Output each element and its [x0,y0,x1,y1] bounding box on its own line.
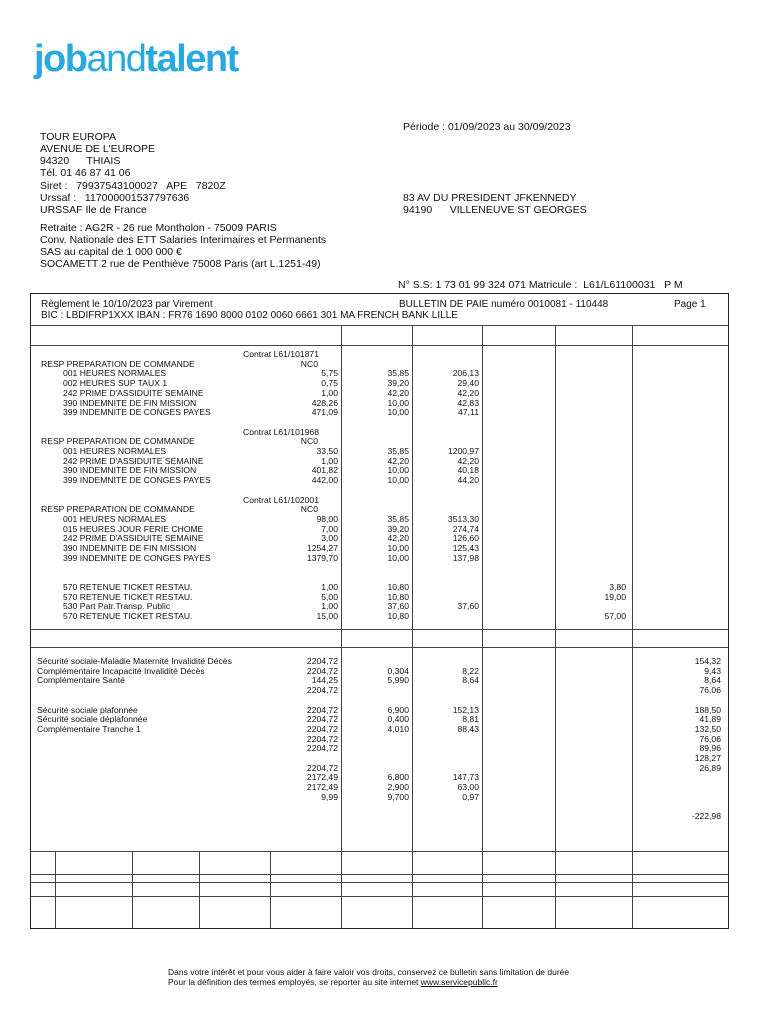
row-value-c2: 42,20 [387,455,409,466]
row-label: Sécurité sociale plafonnée [37,704,138,715]
row-value-c1: 1,00 [321,601,338,612]
row-label: 390 INDEMNITE DE FIN MISSION [63,543,197,553]
pay-period: Période : 01/09/2023 au 30/09/2023 [403,121,571,133]
employer-identifiers: Siret : 79937543100027 APE 7820Z Urssaf : 117000001537797636 URSSAF Ile de France [40,180,226,216]
row-value-c3: 29,40 [457,378,479,389]
grid-column-line [55,851,56,928]
reglement: Règlement le 10/10/2023 par Virement [41,299,213,310]
row-value-c1: 442,00 [311,475,338,486]
retraite-info: Retraite : AG2R - 26 rue Montholon - 75009 PARIS Conv. Nationale des ETT Salaries Interimaires et Permanents SAS au capital de 1 000 000 € SOCAMETT 2 rue de Penthiève 75008 Paris (art L.1251-49) [40,222,327,270]
row-value-c3: 137,98 [452,552,479,563]
table-row [31,554,728,564]
table-row [31,793,728,803]
row-label: 570 RETENUE TICKET RESTAU. [63,581,193,592]
row-value-c2: 6,900 [387,704,409,715]
row-value-c2: 10,00 [387,407,409,418]
row-value-c1: 1254,27 [306,543,338,553]
table-row [31,612,728,622]
grid-line [31,647,728,648]
grid-line [31,325,728,326]
row-value-c1: 7,00 [321,523,338,534]
row-code: NC0 [300,358,318,369]
row-value-c7: 41,89 [699,714,721,725]
row-value-c2: 10,80 [387,610,409,621]
table-row [31,725,728,735]
row-label: Contrat L61/101871 [243,349,319,359]
bank-details: BIC : LBDIFRP1XXX IBAN : FR76 1690 8000 0102 0060 6661 301 MA FRENCH BANK LILLE [41,310,458,321]
row-value-c1: 1379,70 [306,552,338,563]
row-value-c1: 2204,72 [306,685,338,696]
bulletin-number: BULLETIN DE PAIE numéro 0010081 - 110448 [399,299,609,310]
row-value-c3: 8,64 [462,675,479,686]
row-value-c1: 428,26 [311,397,338,408]
row-value-c1: 2172,49 [306,772,338,783]
row-value-c3: 42,83 [457,397,479,408]
row-value-c7: 9,43 [704,665,721,676]
row-label: 399 INDEMNITE DE CONGES PAYES [63,407,211,418]
row-value-c7: 188,50 [694,704,721,715]
row-value-c1: 471,09 [311,407,338,418]
row-value-c1: 9,99 [321,791,338,802]
row-value-c2: 35,85 [387,513,409,524]
row-value-c3: 8,22 [462,665,479,676]
table-row [31,486,728,496]
row-value-c2: 10,80 [387,581,409,592]
row-value-c3: 63,00 [457,782,479,793]
table-row [31,676,728,686]
row-value-c3: 274,74 [452,523,479,534]
row-value-c7: 132,50 [694,723,721,734]
row-value-c1: 0,75 [321,378,338,389]
table-row [31,744,728,754]
row-value-c2: 10,00 [387,475,409,486]
page-number: Page 1 [674,299,706,310]
payslip-table [30,293,729,929]
row-value-c1: 1,00 [321,581,338,592]
row-label: 001 HEURES NORMALES [63,513,167,524]
grid-column-line [270,851,271,928]
row-value-c1: 1,00 [321,455,338,466]
row-label: Complémentaire Santé [37,675,125,686]
row-value-c2: 42,20 [387,533,409,544]
row-label: 399 INDEMNITE DE CONGES PAYES [63,475,211,486]
row-value-c2: 39,20 [387,378,409,389]
row-value-c2: 37,60 [387,601,409,612]
row-label: 015 HEURES JOUR FERIE CHOME [63,523,204,534]
table-row [31,803,728,813]
row-value-c3: 152,13 [452,704,479,715]
row-value-c1: 144,25 [311,675,338,686]
row-value-c7: 76,06 [699,685,721,696]
row-value-c5: 57,00 [604,610,626,621]
row-label: Complémentaire Tranche 1 [37,723,141,734]
row-value-c2: 0,304 [387,665,409,676]
grid-line [31,629,728,630]
row-value-c1: 2172,49 [306,782,338,793]
row-value-c2: 6,800 [387,772,409,783]
grid-line [31,851,728,852]
grid-line [31,896,728,897]
row-value-c2: 4,010 [387,723,409,734]
row-value-c2: 2,900 [387,782,409,793]
footer-note: Dans votre intérêt et pour vous aider à faire valoir vos droits, conservez ce bulletin sans limitation de durée Pour la définition des termes employés, se reporter au site internet www.servicepublic.fr [168,967,570,987]
row-value-c2: 10,00 [387,465,409,476]
row-value-c2: 10,80 [387,591,409,602]
row-label: Sécurité sociale déplafonnée [37,714,148,725]
row-label: 390 INDEMNITE DE FIN MISSION [63,397,197,408]
row-label: 242 PRIME D'ASSIDUITE SEMAINE [63,455,204,466]
row-value-c2: 9,700 [387,791,409,802]
row-value-c2: 35,85 [387,446,409,456]
row-value-c2: 0,400 [387,714,409,725]
row-value-c5: 19,00 [604,591,626,602]
row-value-c7: 89,96 [699,743,721,754]
row-value-c3: 0,97 [462,791,479,802]
row-value-c7: -222,98 [691,811,721,822]
row-value-c3: 8,81 [462,714,479,725]
row-value-c3: 1200,97 [447,446,479,456]
row-value-c1: 98,00 [316,513,338,524]
employer-address: TOUR EUROPA AVENUE DE L'EUROPE 94320 THIAIS Tél. 01 46 87 41 06 [40,131,156,179]
row-value-c3: 42,20 [457,455,479,466]
row-label: RESP PREPARATION DE COMMANDE [41,358,195,369]
row-value-c3: 125,43 [452,543,479,553]
row-label: 570 RETENUE TICKET RESTAU. [63,591,193,602]
row-value-c1: 3,00 [321,533,338,544]
row-label: RESP PREPARATION DE COMMANDE [41,504,195,515]
row-value-c2: 10,00 [387,397,409,408]
row-value-c1: 2204,72 [306,656,338,666]
row-value-c1: 2204,72 [306,743,338,754]
row-value-c1: 2204,72 [306,733,338,744]
row-value-c2: 35,85 [387,368,409,379]
row-value-c1: 2204,72 [306,665,338,676]
row-value-c7: 26,89 [699,762,721,773]
grid-line [31,345,728,346]
grid-column-line [199,851,200,928]
grid-line [31,874,728,875]
row-value-c7: 8,64 [704,675,721,686]
row-label: Complémentaire Incapacité Invalidité Décès [37,665,205,676]
row-value-c1: 2204,72 [306,714,338,725]
row-label: 570 RETENUE TICKET RESTAU. [63,610,193,621]
row-value-c3: 88,43 [457,723,479,734]
row-label: 399 INDEMNITE DE CONGES PAYES [63,552,211,563]
social-security-line: N° S.S: 1 73 01 99 324 071 Matricule : L61/L61100031 P M [398,279,683,291]
row-value-c2: 10,00 [387,543,409,553]
row-value-c1: 1,00 [321,387,338,398]
jobandtalent-logo: jobandtalent [34,38,238,80]
table-row [31,686,728,696]
table-row [31,783,728,793]
table-row [31,418,728,428]
row-value-c7: 128,27 [694,753,721,763]
row-value-c7: 76,06 [699,733,721,744]
row-label: 390 INDEMNITE DE FIN MISSION [63,465,197,476]
row-value-c2: 10,00 [387,552,409,563]
row-value-c1: 15,00 [316,610,338,621]
row-value-c2: 39,20 [387,523,409,534]
row-value-c1: 2204,72 [306,723,338,734]
row-value-c3: 206,13 [452,368,479,379]
row-value-c2: 42,20 [387,387,409,398]
row-value-c1: 401,82 [311,465,338,476]
table-row [31,812,728,822]
grid-column-line [132,851,133,928]
row-label: Contrat L61/101968 [243,426,319,437]
row-value-c3: 47,11 [458,407,479,418]
row-value-c1: 2204,72 [306,704,338,715]
row-value-c1: 33,50 [316,446,338,456]
row-value-c1: 5,00 [321,591,338,602]
row-value-c3: 3513,30 [447,513,479,524]
table-row [31,773,728,783]
grid-line [31,882,728,883]
servicepublic-link[interactable]: www.servicepublic.fr [420,977,498,987]
row-value-c1: 5,75 [321,368,338,379]
row-value-c3: 147,73 [452,772,479,783]
table-row [31,408,728,418]
row-label: 002 HEURES SUP TAUX 1 [63,378,168,389]
row-value-c3: 42,20 [457,387,479,398]
row-label: 001 HEURES NORMALES [63,446,167,456]
row-label: Contrat L61/102001 [243,494,319,505]
row-value-c3: 44,20 [457,475,479,486]
row-label: Sécurité sociale-Maladie Maternité Invalidité Décès [37,656,232,666]
row-value-c1: 2204,72 [306,762,338,773]
employee-address: 83 AV DU PRESIDENT JFKENNEDY 94190 VILLENEUVE ST GEORGES [403,192,587,216]
table-row [31,476,728,486]
row-value-c3: 126,60 [452,533,479,544]
table-row [31,667,728,677]
row-code: NC0 [300,436,318,447]
row-value-c3: 40,18 [457,465,479,476]
row-label: 001 HEURES NORMALES [63,368,167,379]
row-code: NC0 [300,504,318,515]
row-label: RESP PREPARATION DE COMMANDE [41,436,195,447]
table-row [31,563,728,573]
row-value-c2: 5,990 [387,675,409,686]
table-row [31,764,728,774]
table-row [31,754,728,764]
row-label: 242 PRIME D'ASSIDUITE SEMAINE [63,533,204,544]
row-value-c3: 37,60 [457,601,479,612]
table-row [31,735,728,745]
row-label: 530 Part Patr.Transp. Public [63,601,171,612]
row-value-c7: 154,32 [694,656,721,666]
row-value-c5: 3,80 [609,581,626,592]
row-label: 242 PRIME D'ASSIDUITE SEMAINE [63,387,204,398]
